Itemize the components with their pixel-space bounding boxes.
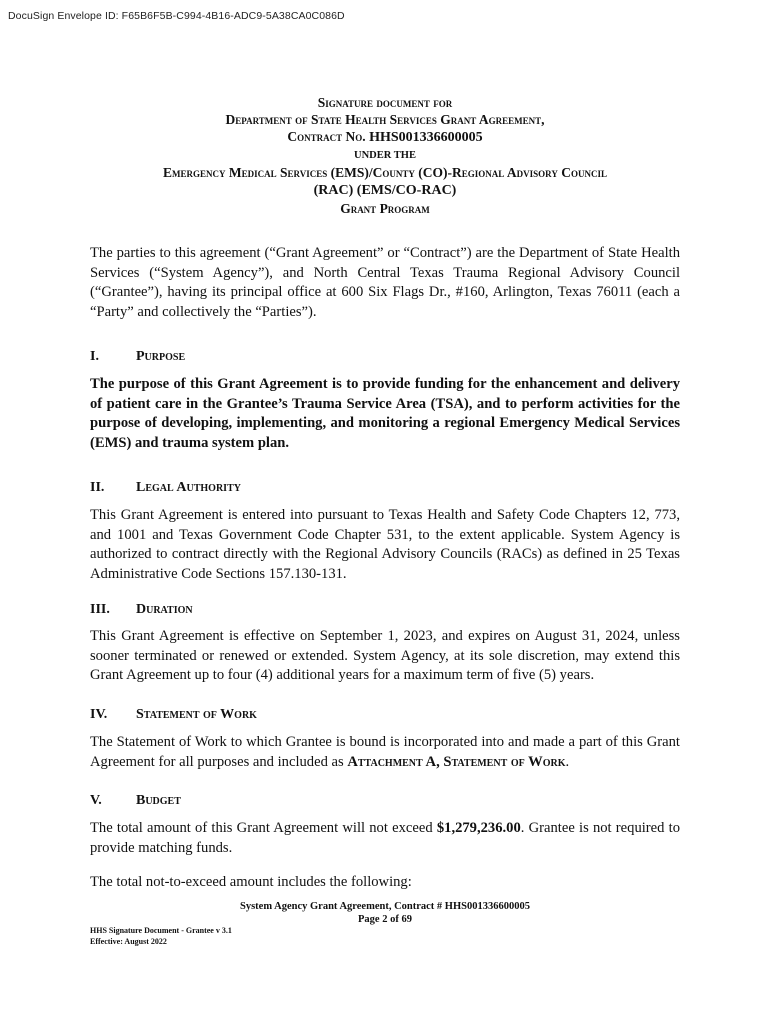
contract-no-label: Contract No. [287,129,366,144]
document-title-block [0,94,770,217]
budget-body-text: The total amount of this Grant Agreement will not exceed [90,820,437,836]
section-legal-heading [90,480,241,496]
work-body-text: The Statement of Work to which Grantee is bound is incorporated into and made a part of this Grant Agreement for all purposes and included as [90,734,680,770]
title-line-1: Signature document for [317,95,453,110]
section-number: IV. [90,707,108,722]
section-purpose-heading [90,349,185,365]
footer-effective-date: Effective: August 2022 [90,937,167,946]
title-line-2: Department of State Health Services Grant Agreement, [225,112,545,127]
duration-paragraph: This Grant Agreement is effective on September 1, 2023, and expires on August 31, 2024, unless sooner terminated or renewed or extended. System Agency, at its sole discretion, may extend this Grant Agreement up to four (4) additional years for a maximum term of five (5) years. [90,628,680,683]
legal-paragraph: This Grant Agreement is entered into pursuant to Texas Health and Safety Code Chapters 12, 773, and 1001 and Texas Government Code Chapter 531, to the extent applicable. System Agency is authorized to contract directly with the Regional Advisory Councils (RACs) as defined in 25 Texas Administrative Code Sections 157.130-131. [90,507,680,582]
contract-number: HHS001336600005 [369,130,483,145]
purpose-paragraph: The purpose of this Grant Agreement is to provide funding for the enhancement and delivery of patient care in the Grantee’s Trauma Service Area (TSA), and to perform activities for the purpose of developing, implementing, and monitoring a regional Emergency Medical Services (EMS) and trauma system plan. [90,376,680,451]
section-title: Statement of Work [136,707,257,722]
section-number: V. [90,793,102,808]
title-line-7: Grant Program [340,201,430,216]
title-line-3 [0,128,770,147]
budget-body-end: . Grantee is not required to provide matching funds. [90,820,680,856]
docusign-envelope-id: DocuSign Envelope ID: F65B6F5B-C994-4B16-ADC9-5A38CA0C086D [8,10,345,22]
footer-page-number: Page 2 of 69 [358,914,412,925]
budget-paragraph-2: The total not-to-exceed amount includes the following: [90,874,412,890]
section-number: III. [90,602,110,617]
title-line-5: Emergency Medical Services (EMS)/County (CO)-Regional Advisory Council [163,165,607,180]
footer-contract-line: System Agency Grant Agreement, Contract # HHS001336600005 [240,901,530,912]
section-title: Legal Authority [136,480,241,495]
section-work-heading [90,707,257,723]
title-line-4: UNDER THE [354,150,416,161]
section-duration-heading [90,602,193,618]
section-number: I. [90,349,99,364]
section-title: Budget [136,793,181,808]
intro-paragraph: The parties to this agreement (“Grant Agreement” or “Contract”) are the Department of State Health Services (“System Agency”), and North Central Texas Trauma Regional Advisory Council (“Grantee”), having its principal office at 600 Six Flags Dr., #160, Arlington, Texas 76011 (each a “Party” and collectively the “Parties”). [90,245,680,320]
section-title: Duration [136,602,193,617]
section-title: Purpose [136,349,186,364]
section-number: II. [90,480,105,495]
budget-amount: $1,279,236.00 [436,820,521,836]
attachment-reference: Attachment A, Statement of Work [347,753,566,770]
footer-doc-version: HHS Signature Document - Grantee v 3.1 [90,926,232,935]
budget-paragraph [90,819,680,858]
work-body-end: . [565,753,570,770]
title-line-6: (RAC) (EMS/CO-RAC) [313,183,457,198]
work-paragraph [90,733,680,772]
section-budget-heading [90,793,181,809]
